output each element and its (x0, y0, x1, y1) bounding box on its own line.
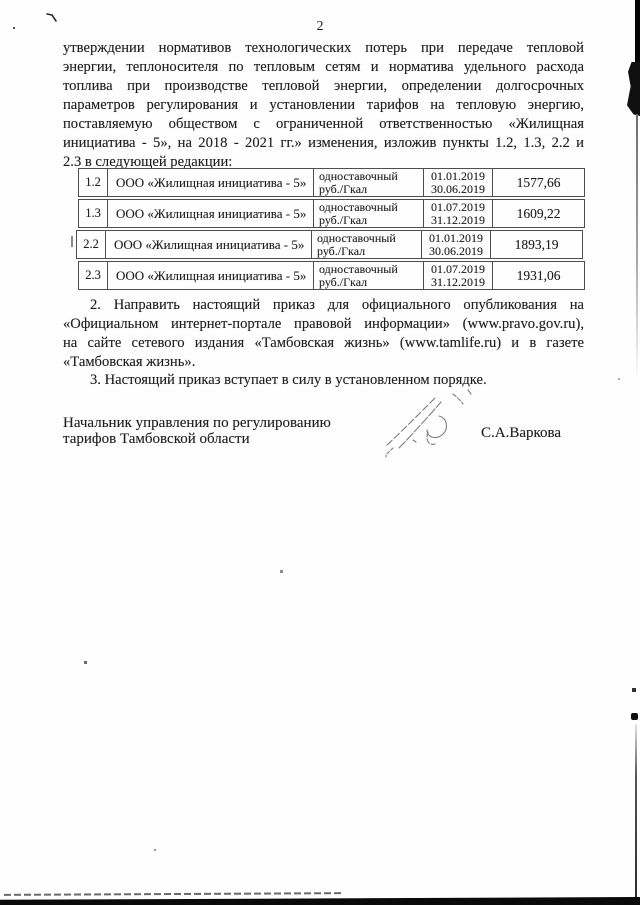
cell-tariff-type (313, 169, 423, 196)
paragraph-line: 3. Настоящий приказ вступает в силу в установленном порядке. (90, 372, 487, 388)
signatory-title-line: Начальник управления по регулированию (63, 415, 331, 431)
cell-company-name: ООО «Жилищная инициатива - 5» (105, 231, 311, 258)
date-to: 31.12.2019 (431, 212, 485, 227)
body-paragraph-1 (63, 39, 584, 172)
cell-tariff-value: 1893,19 (490, 231, 582, 258)
table-row (78, 199, 585, 228)
cell-tariff-value: 1609,22 (492, 200, 584, 227)
cell-validity-dates (423, 169, 492, 196)
table-row (78, 261, 585, 290)
cell-item-number: 1.2 (85, 175, 101, 189)
page-number: 2 (316, 19, 324, 34)
tariff-type-line: одноставочный (319, 261, 398, 276)
cell-tariff-type (311, 231, 421, 258)
scan-artifact-right-blob (627, 62, 640, 116)
tariff-unit-line: руб./Гкал (317, 243, 366, 258)
scan-artifact-speck (280, 570, 283, 573)
scan-artifact-pen-tick (46, 12, 60, 24)
cell-company-name: ООО «Жилищная инициатива - 5» (107, 262, 313, 289)
paragraph-line: на сайте сетевого издания «Тамбовская жизнь» (www.tamlife.ru) и в газете (63, 335, 584, 351)
tariff-type-line: одноставочный (317, 230, 396, 245)
cell-tariff-value: 1931,06 (492, 262, 584, 289)
tariff-type-line: одноставочный (319, 168, 398, 183)
date-to: 30.06.2019 (429, 243, 483, 258)
date-to: 30.06.2019 (431, 181, 485, 196)
tariff-type-line: одноставочный (319, 199, 398, 214)
cell-tariff-value: 1577,66 (492, 169, 584, 196)
table-row (76, 230, 583, 259)
signatory-title-line: тарифов Тамбовской области (63, 430, 250, 447)
table-row (78, 168, 585, 197)
scan-artifact-speck (631, 713, 638, 720)
tariff-table (78, 168, 585, 292)
paragraph-line: топлива при производстве тепловой энергии, определении долгосрочных (63, 78, 584, 94)
scan-artifact-speck (618, 378, 620, 380)
cell-validity-dates (423, 200, 492, 227)
scan-artifact-bottom-gray-line (4, 892, 344, 896)
signatory-name: С.А.Варкова (481, 425, 562, 441)
paragraph-line: 2. Направить настоящий приказ для официального опубликования на (90, 297, 584, 313)
scan-artifact-speck (154, 849, 156, 851)
scan-artifact-top-right-strip (635, 0, 640, 64)
paragraph-line: утверждении нормативов технологических потерь при передаче тепловой (63, 40, 584, 56)
tariff-unit-line: руб./Гкал (319, 212, 368, 227)
date-from: 01.01.2019 (431, 168, 485, 183)
cell-company-name: ООО «Жилищная инициатива - 5» (107, 200, 313, 227)
paragraph-line: 2.3 в следующей редакции: (63, 154, 233, 170)
date-to: 31.12.2019 (431, 274, 485, 289)
paragraph-line: инициатива - 5», на 2018 - 2021 гг.» изменения, изложив пункты 1.2, 1.3, 2.2 и (63, 135, 584, 151)
scan-artifact-speck (632, 688, 636, 692)
cell-tariff-type (313, 200, 423, 227)
scan-artifact-right-line-lower (635, 724, 637, 898)
scan-artifact-right-line-upper (636, 114, 638, 380)
cell-validity-dates (421, 231, 490, 258)
cell-company-name: ООО «Жилищная инициатива - 5» (107, 169, 313, 196)
scan-artifact-bottom-bar (0, 897, 640, 905)
date-from: 01.07.2019 (431, 261, 485, 276)
date-from: 01.07.2019 (431, 199, 485, 214)
cell-item-number: 1.3 (85, 206, 101, 220)
paragraph-line: параметров регулирования и установлении тарифов на тепловую энергию, (63, 97, 584, 113)
cell-item-number: 2.2 (83, 237, 99, 251)
tariff-unit-line: руб./Гкал (319, 274, 368, 289)
tariff-unit-line: руб./Гкал (319, 181, 368, 196)
paragraph-line: «Тамбовская жизнь». (63, 354, 196, 370)
cell-validity-dates (423, 262, 492, 289)
scan-artifact-speck (84, 661, 87, 664)
scan-artifact-speck (13, 27, 15, 29)
paragraph-line: энергии, теплоносителя по тепловым сетям и норматива удельного расхода (63, 59, 584, 75)
cell-tariff-type (313, 262, 423, 289)
paragraph-line: «Официальном интернет-портале правовой информации» (www.pravo.gov.ru), (63, 316, 584, 332)
paragraph-line: поставляемую обществом с ограниченной ответственностью «Жилищная (63, 116, 584, 132)
signatory-title (63, 416, 331, 447)
handwritten-signature-icon (383, 388, 475, 458)
scan-artifact-left-dash (71, 236, 73, 247)
date-from: 01.01.2019 (429, 230, 483, 245)
entry-into-force-paragraph (63, 371, 584, 390)
publication-paragraph (63, 296, 584, 372)
cell-item-number: 2.3 (85, 268, 101, 282)
